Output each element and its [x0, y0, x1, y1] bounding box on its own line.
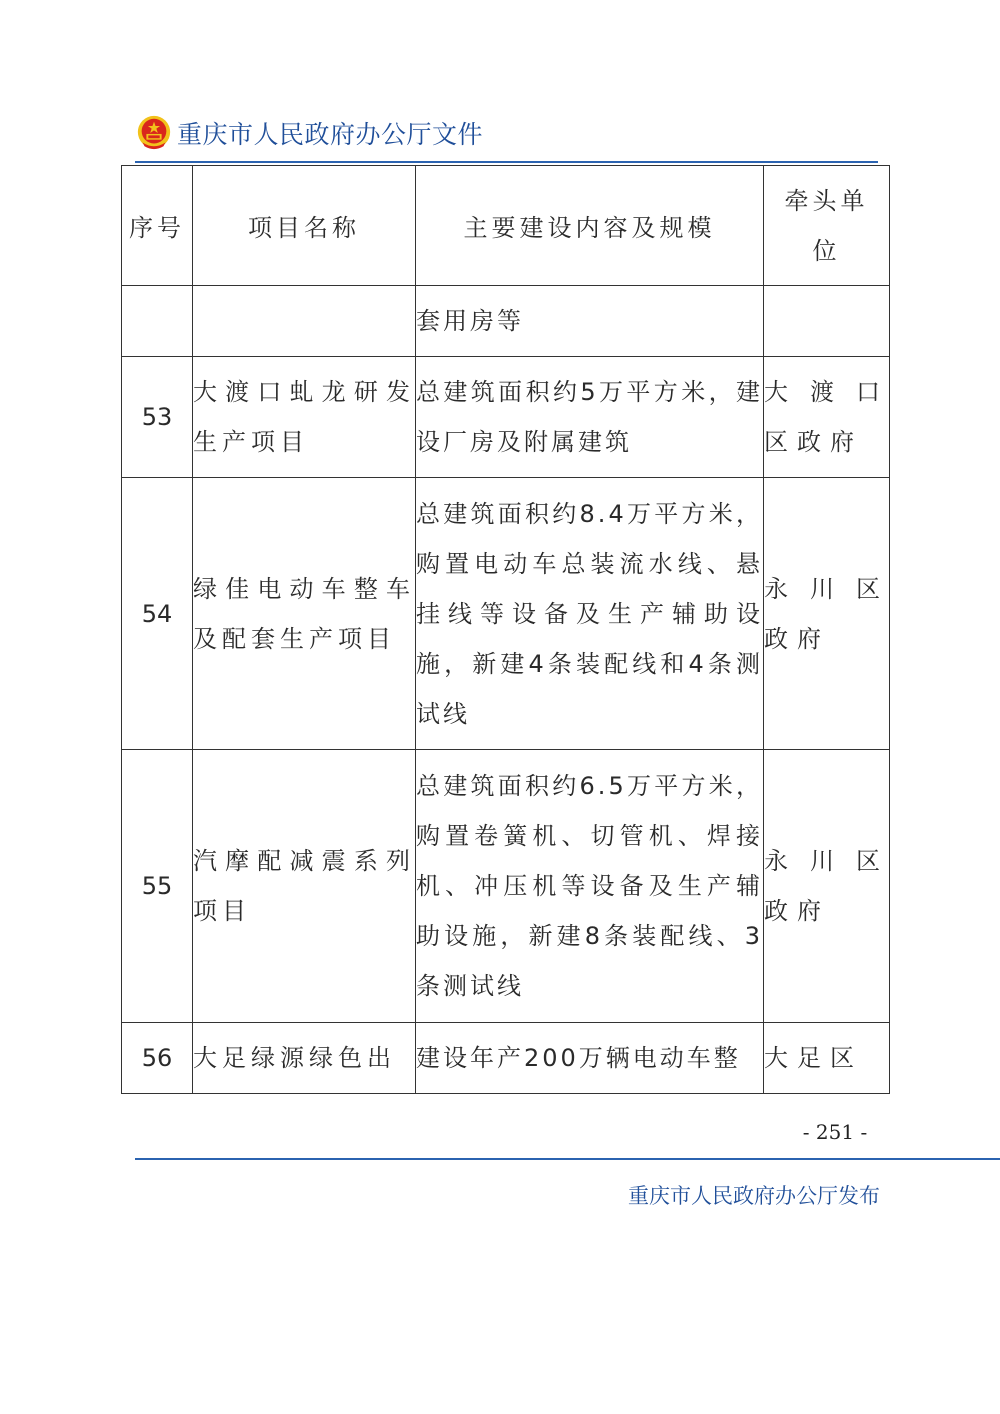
column-header-unit: 牵头单位 — [764, 166, 890, 286]
row-lead-unit: 大渡口区政府 — [764, 357, 890, 478]
row-content: 总建筑面积约6.5万平方米，购置卷簧机、切管机、焊接机、冲压机等设备及生产辅助设施，新建8条装配线、3条测试线 — [416, 750, 764, 1023]
row-project-name: 大足绿源绿色出 — [193, 1023, 416, 1094]
document-header — [135, 112, 483, 154]
table-row-continued — [122, 286, 890, 357]
row-project-name: 大渡口虬龙研发生产项目 — [193, 357, 416, 478]
row-project-name: 汽摩配减震系列项目 — [193, 750, 416, 1023]
table-row — [122, 750, 890, 1023]
row-number: 54 — [122, 478, 193, 750]
column-header-content: 主要建设内容及规模 — [416, 166, 764, 286]
row-lead-unit: 永川区政府 — [764, 750, 890, 1023]
header-divider — [135, 161, 878, 163]
table-row — [122, 1023, 890, 1094]
row-lead-unit: 大足区 — [764, 1023, 890, 1094]
row-number: 56 — [122, 1023, 193, 1094]
table-header-row — [122, 166, 890, 286]
row-content: 总建筑面积约8.4万平方米，购置电动车总装流水线、悬挂线等设备及生产辅助设施，新建4条装配线和4条测试线 — [416, 478, 764, 750]
project-table — [121, 165, 890, 1094]
table-row — [122, 357, 890, 478]
column-header-name: 项目名称 — [193, 166, 416, 286]
national-emblem-icon — [135, 114, 173, 152]
table-row — [122, 478, 890, 750]
row-project-name: 绿佳电动车整车及配套生产项目 — [193, 478, 416, 750]
page-number: - 251 - — [802, 1120, 868, 1144]
column-header-no: 序号 — [122, 166, 193, 286]
footer-divider — [135, 1158, 1000, 1160]
row-number: 53 — [122, 357, 193, 478]
row-content: 总建筑面积约5万平方米，建设厂房及附属建筑 — [416, 357, 764, 478]
row-content: 套用房等 — [416, 286, 764, 357]
footer-publisher: 重庆市人民政府办公厅发布 — [628, 1184, 880, 1208]
header-title: 重庆市人民政府办公厅文件 — [177, 120, 484, 149]
row-content: 建设年产200万辆电动车整 — [416, 1023, 764, 1094]
row-number: 55 — [122, 750, 193, 1023]
row-lead-unit: 永川区政府 — [764, 478, 890, 750]
